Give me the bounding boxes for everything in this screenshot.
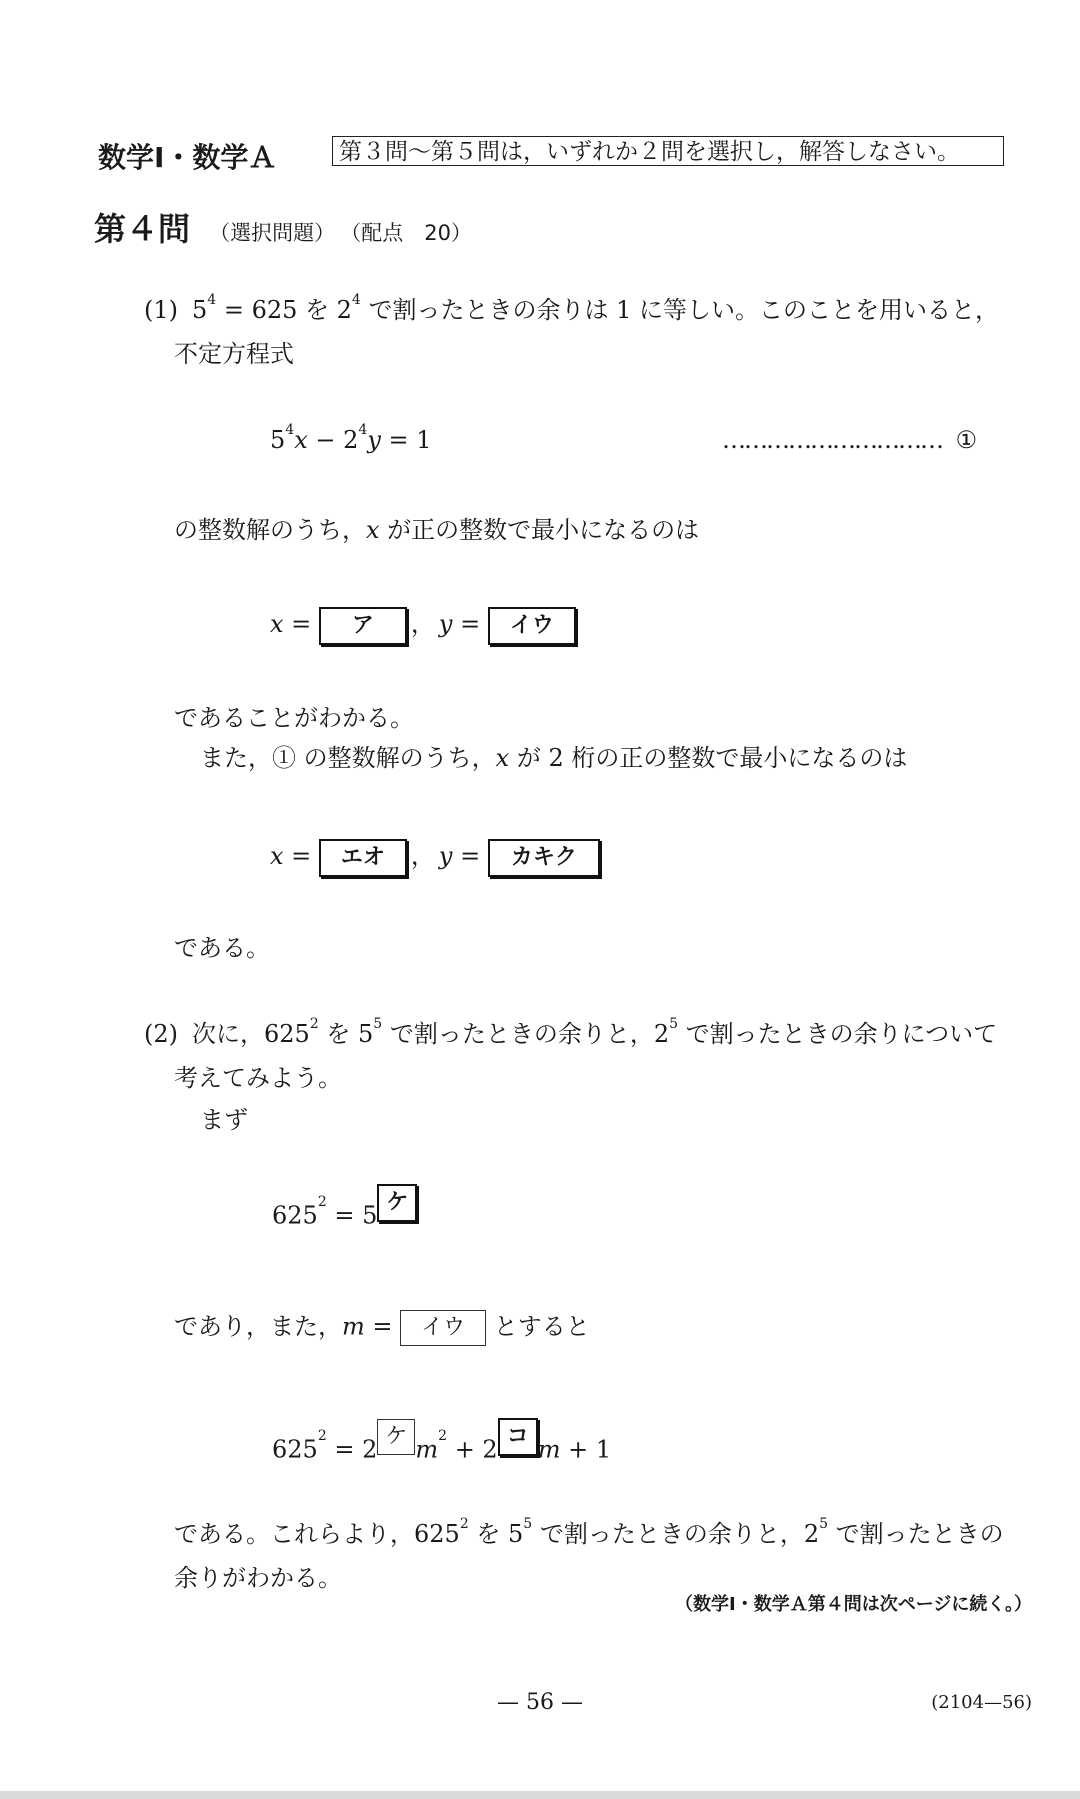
answer-box-eo[interactable]: エオ	[319, 839, 407, 877]
answer-box-iu[interactable]: イウ	[488, 607, 576, 645]
part2-line1: (2) 次に，$625^2$ を $5^5$ で割ったときの余りと，$2^5$ で割ったときの余りについて	[144, 1016, 998, 1048]
equation-1-leader: ………………………… ①	[722, 426, 978, 454]
equation-2: $625^2 = 5$ ケ	[272, 1198, 417, 1236]
part2-line3: まず	[200, 1106, 248, 1134]
answer-box-kakiku[interactable]: カキク	[488, 839, 600, 877]
answer-box-ko[interactable]: コ	[498, 1418, 538, 1456]
equation-1-mark: ①	[955, 426, 978, 454]
part2-line2: 考えてみよう。	[174, 1064, 342, 1092]
part2-line6: 余りがわかる。	[174, 1564, 342, 1592]
part1-line6: である。	[174, 934, 270, 962]
ref-box-ke: ケ	[377, 1419, 415, 1455]
part1-line5: また，① の整数解のうち，x が 2 桁の正の整数で最小になるのは	[200, 744, 908, 772]
continuation-note: （数学Ⅰ・数学Ａ第４問は次ページに続く。）	[675, 1594, 1032, 1615]
part2-line5: である。これらより，$625^2$ を $5^5$ で割ったときの余りと，$2^5$ で割ったときの	[174, 1516, 1004, 1548]
answer-box-a[interactable]: ア	[319, 607, 407, 645]
problem-points: （配点 20）	[340, 221, 472, 245]
part2-label: (2)	[144, 1020, 178, 1048]
problem-number: 第４問	[94, 210, 191, 248]
bottom-bar	[0, 1791, 1080, 1799]
instruction-box: 第３問～第５問は，いずれか２問を選択し，解答しなさい。	[332, 136, 1004, 166]
answer-row-1: x = ア ， y = イウ	[270, 604, 576, 645]
part1-line4: であることがわかる。	[174, 704, 414, 732]
ref-box-iu: イウ	[400, 1310, 486, 1346]
problem-heading	[94, 204, 472, 250]
part1-line1: (1) $5^4 = 625$ を $2^4$ で割ったときの余りは 1 に等しい。このことを用いると，	[144, 292, 999, 324]
answer-row-2: x = エオ ， y = カキク	[270, 836, 600, 877]
part1-label: (1)	[144, 296, 178, 324]
page-number: — 56 —	[497, 1690, 583, 1715]
page-code: (2104—56)	[931, 1692, 1032, 1713]
equation-3: $625^2 = 2$ ケ $m^2 + 2$ コ m + 1	[272, 1432, 611, 1470]
problem-type: （選択問題）	[209, 221, 336, 245]
subject-title: 数学Ⅰ・数学Ａ	[98, 141, 277, 174]
part2-line4: であり，また，m = イウ とすると	[174, 1310, 590, 1346]
answer-box-ke[interactable]: ケ	[377, 1184, 417, 1222]
equation-1: $5^4x - 2^4y = 1$	[270, 422, 432, 454]
part1-line3: の整数解のうち，x が正の整数で最小になるのは	[174, 516, 700, 544]
part1-line2: 不定方程式	[174, 340, 294, 368]
